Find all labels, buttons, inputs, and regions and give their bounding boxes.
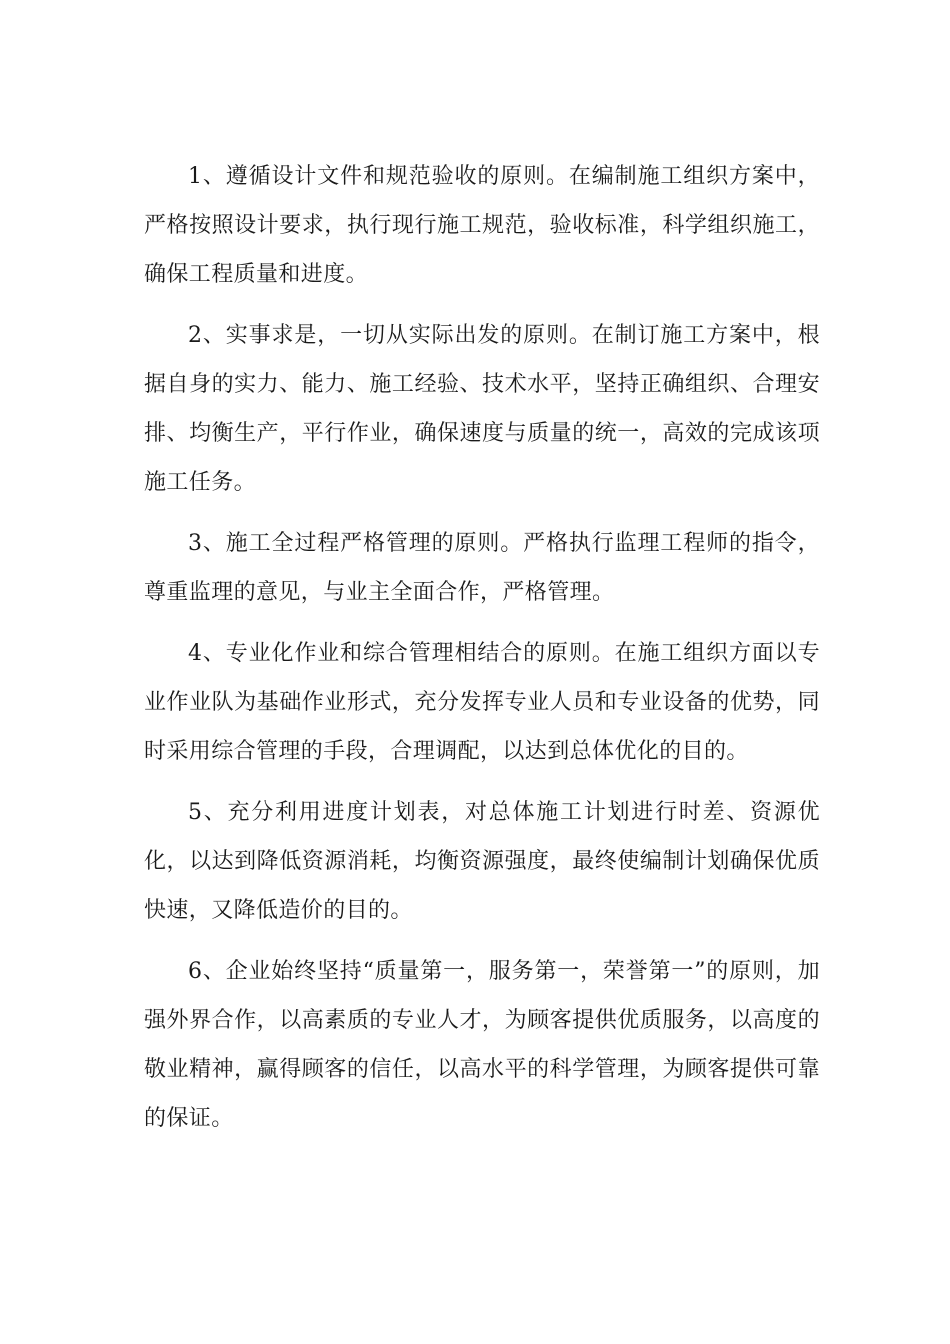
document-body: [144, 152, 820, 1155]
paragraph-4: 4、专业化作业和综合管理相结合的原则。在施工组织方面以专业作业队为基础作业形式，充分发挥专业人员和专业设备的优势，同时采用综合管理的手段，合理调配，以达到总体优化的目的。: [144, 641, 820, 764]
paragraph-5: 5、充分利用进度计划表，对总体施工计划进行时差、资源优化，以达到降低资源消耗，均衡资源强度，最终使编制计划确保优质快速，又降低造价的目的。: [144, 800, 820, 923]
paragraph-6: 6、企业始终坚持“质量第一，服务第一，荣誉第一”的原则，加强外界合作，以高素质的专业人才，为顾客提供优质服务，以高度的敬业精神，赢得顾客的信任，以高水平的科学管理，为顾客提供可靠的保证。: [144, 959, 820, 1131]
paragraph-3: 3、施工全过程严格管理的原则。严格执行监理工程师的指令，尊重监理的意见，与业主全面合作，严格管理。: [144, 531, 820, 605]
paragraph-2: 2、实事求是，一切从实际出发的原则。在制订施工方案中，根据自身的实力、能力、施工经验、技术水平，坚持正确组织、合理安排、均衡生产，平行作业，确保速度与质量的统一，高效的完成该项施工任务。: [144, 323, 820, 495]
paragraph-1: 1、遵循设计文件和规范验收的原则。在编制施工组织方案中，严格按照设计要求，执行现行施工规范，验收标准，科学组织施工，确保工程质量和进度。: [144, 164, 820, 287]
